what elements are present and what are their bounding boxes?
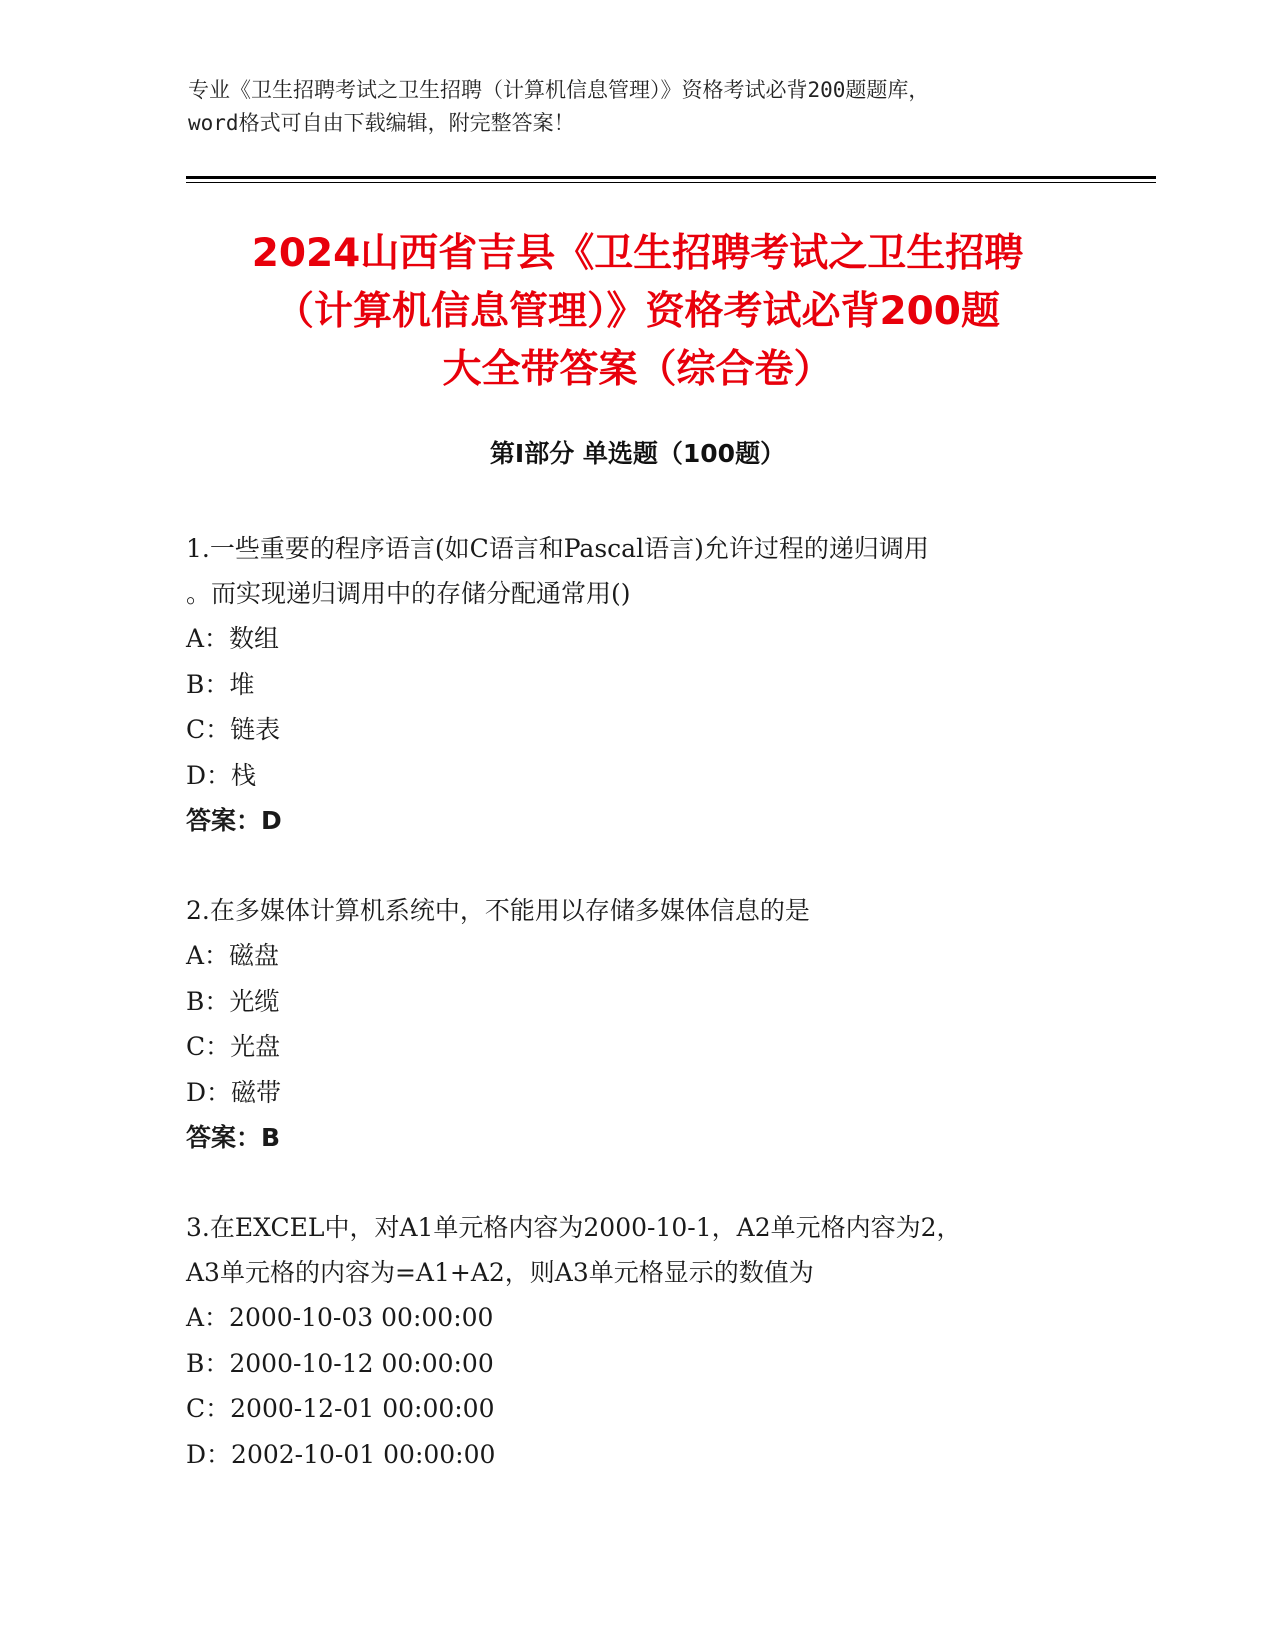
header-divider-thin bbox=[186, 182, 1156, 183]
question-stem-line: 。而实现递归调用中的存储分配通常用() bbox=[186, 579, 631, 608]
option-a: A：2000-10-03 00:00:00 bbox=[186, 1303, 494, 1332]
header-divider-thick bbox=[186, 176, 1156, 179]
section-title: 第I部分 单选题（100题） bbox=[489, 439, 786, 468]
question-list bbox=[186, 526, 1076, 1522]
answer: 答案：B bbox=[186, 1123, 281, 1152]
document-title-line3: 大全带答案（综合卷） bbox=[442, 347, 833, 392]
option-b: B：光缆 bbox=[186, 986, 280, 1016]
question-3 bbox=[186, 1205, 1076, 1477]
option-c: C：2000-12-01 00:00:00 bbox=[186, 1394, 495, 1423]
option-b: B：堆 bbox=[186, 669, 255, 699]
question-stem-line: 1.一些重要的程序语言(如C语言和Pascal语言)允许过程的递归调用 bbox=[186, 534, 929, 563]
question-stem-line: 3.在EXCEL中，对A1单元格内容为2000-10-1，A2单元格内容为2， bbox=[186, 1213, 962, 1242]
option-d: D：2002-10-01 00:00:00 bbox=[186, 1439, 496, 1469]
answer: 答案：D bbox=[186, 806, 282, 835]
header-note-line1: 专业《卫生招聘考试之卫生招聘（计算机信息管理）》资格考试必背200题题库， bbox=[188, 78, 930, 102]
document-title-line1: 2024山西省吉县《卫生招聘考试之卫生招聘 bbox=[251, 231, 1024, 276]
header-note bbox=[188, 74, 1088, 140]
header-note-line2: word格式可自由下载编辑，附完整答案！ bbox=[188, 111, 575, 135]
question-2 bbox=[186, 888, 1076, 1160]
question-stem-line: A3单元格的内容为=A1+A2，则A3单元格显示的数值为 bbox=[186, 1258, 814, 1287]
question-1 bbox=[186, 526, 1076, 843]
document-title-line2: （计算机信息管理）》资格考试必背200题 bbox=[275, 289, 1000, 334]
option-c: C：链表 bbox=[186, 715, 281, 744]
option-d: D：磁带 bbox=[186, 1077, 282, 1107]
document-title bbox=[175, 225, 1100, 399]
option-a: A：数组 bbox=[186, 624, 280, 653]
question-stem-line: 2.在多媒体计算机系统中，不能用以存储多媒体信息的是 bbox=[186, 896, 810, 925]
option-b: B：2000-10-12 00:00:00 bbox=[186, 1348, 494, 1378]
option-d: D：栈 bbox=[186, 760, 257, 790]
option-c: C：光盘 bbox=[186, 1032, 281, 1061]
option-a: A：磁盘 bbox=[186, 941, 280, 970]
